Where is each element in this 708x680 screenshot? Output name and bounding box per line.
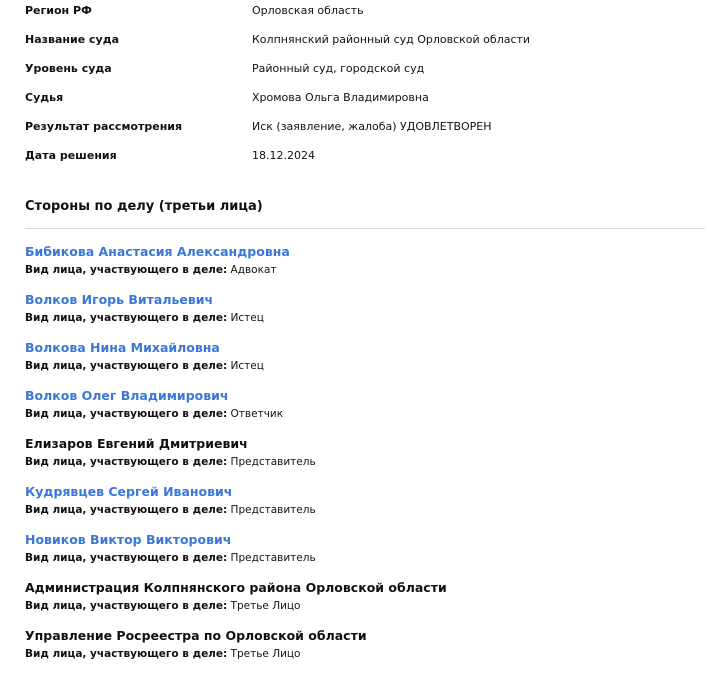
case-info-table: [25, 0, 685, 174]
info-label: Уровень суда: [25, 62, 112, 75]
party-item: [25, 580, 695, 628]
info-row-region: [25, 0, 685, 29]
party-name-link[interactable]: Бибикова Анастасия Александровна: [25, 244, 290, 259]
party-role-value: Истец: [230, 312, 264, 324]
party-role-value: Ответчик: [230, 408, 284, 420]
info-value: Колпнянский районный суд Орловской области: [252, 33, 531, 46]
info-label: Название суда: [25, 33, 119, 46]
party-name-link[interactable]: Волков Игорь Витальевич: [25, 292, 214, 307]
party-role-value: Третье Лицо: [230, 648, 301, 660]
party-role-value: Представитель: [230, 504, 316, 516]
info-row-court-name: [25, 29, 685, 58]
section-divider: [25, 228, 705, 229]
party-role: [25, 263, 695, 277]
party-name: Управление Росреестра по Орловской области: [25, 628, 367, 643]
info-row-court-level: [25, 58, 685, 87]
info-label: Дата решения: [25, 149, 117, 162]
party-item: [25, 484, 695, 532]
party-role-value: Представитель: [230, 552, 316, 564]
party-name: Администрация Колпнянского района Орловской области: [25, 580, 447, 595]
party-role-label: Вид лица, участвующего в деле:: [25, 456, 228, 468]
party-item: [25, 532, 695, 580]
info-value: Районный суд, городской суд: [252, 62, 425, 75]
party-role-value: Представитель: [230, 456, 316, 468]
party-item: [25, 388, 695, 436]
party-role: [25, 407, 695, 421]
party-name-link[interactable]: Кудрявцев Сергей Иванович: [25, 484, 233, 499]
party-role-label: Вид лица, участвующего в деле:: [25, 504, 228, 516]
party-item: [25, 436, 695, 484]
party-role-label: Вид лица, участвующего в деле:: [25, 264, 228, 276]
info-label: Судья: [25, 91, 64, 104]
party-role: [25, 647, 695, 661]
info-label: Результат рассмотрения: [25, 120, 183, 133]
party-role-label: Вид лица, участвующего в деле:: [25, 408, 228, 420]
party-item: [25, 244, 695, 292]
party-role-value: Истец: [230, 360, 264, 372]
parties-list: [25, 244, 695, 676]
party-name-link[interactable]: Волкова Нина Михайловна: [25, 340, 220, 355]
party-role-label: Вид лица, участвующего в деле:: [25, 312, 228, 324]
info-label: Регион РФ: [25, 4, 92, 17]
info-row-judge: [25, 87, 685, 116]
party-role-label: Вид лица, участвующего в деле:: [25, 648, 228, 660]
party-role-value: Адвокат: [230, 264, 277, 276]
party-role: [25, 359, 695, 373]
party-role: [25, 551, 695, 565]
party-role: [25, 599, 695, 613]
info-value: Иск (заявление, жалоба) УДОВЛЕТВОРЕН: [252, 120, 492, 133]
party-item: [25, 340, 695, 388]
party-name-link[interactable]: Волков Олег Владимирович: [25, 388, 229, 403]
party-role-label: Вид лица, участвующего в деле:: [25, 360, 228, 372]
party-role-value: Третье Лицо: [230, 600, 301, 612]
party-name-link[interactable]: Новиков Виктор Викторович: [25, 532, 232, 547]
parties-section-title: Стороны по делу (третьи лица): [25, 199, 263, 214]
party-role: [25, 455, 695, 469]
party-role-label: Вид лица, участвующего в деле:: [25, 600, 228, 612]
info-value: Хромова Ольга Владимировна: [252, 91, 429, 104]
party-role-label: Вид лица, участвующего в деле:: [25, 552, 228, 564]
party-name: Елизаров Евгений Дмитриевич: [25, 436, 248, 451]
info-row-decision-date: [25, 145, 685, 174]
party-role: [25, 503, 695, 517]
party-role: [25, 311, 695, 325]
info-value: 18.12.2024: [252, 149, 315, 162]
info-value: Орловская область: [252, 4, 364, 17]
party-item: [25, 292, 695, 340]
party-item: [25, 628, 695, 676]
info-row-result: [25, 116, 685, 145]
